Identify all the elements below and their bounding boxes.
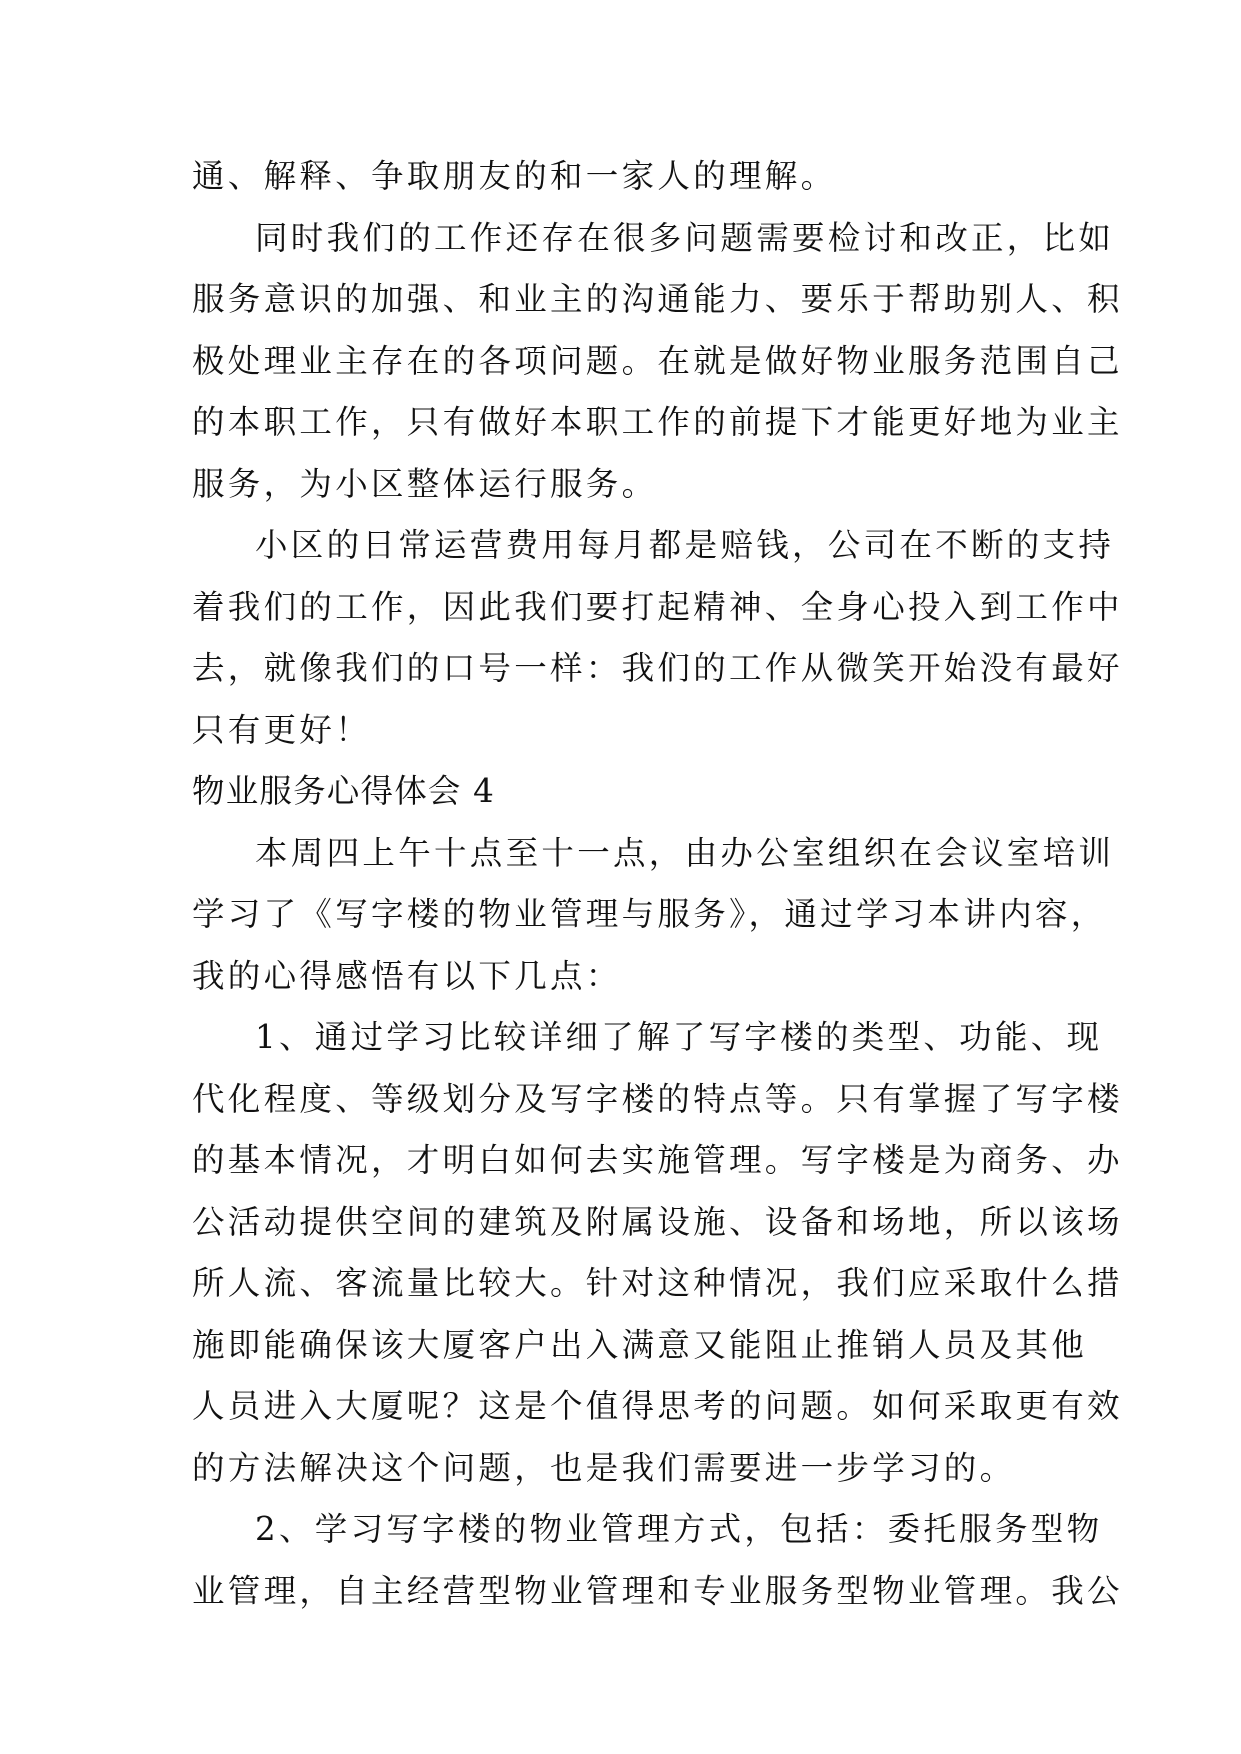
text-line: 服务意识的加强、和业主的沟通能力、要乐于帮助别人、积 [192, 280, 1123, 318]
text-line: 公活动提供空间的建筑及附属设施、设备和场地，所以该场 [192, 1202, 1123, 1241]
paragraph-start-line: 本周四上午十点至十一点，由办公室组织在会议室培训 [255, 833, 1115, 872]
text-line: 代化程度、等级划分及写字楼的特点等。只有掌握了写字楼 [192, 1079, 1123, 1118]
document-body [192, 146, 1123, 1622]
paragraph-start-line: 1、通过学习比较详细了解了写字楼的类型、功能、现 [255, 1018, 1103, 1056]
paragraph-start-line: 2、学习写字楼的物业管理方式，包括：委托服务型物 [255, 1510, 1103, 1548]
paragraph-start-line: 同时我们的工作还存在很多问题需要检讨和改正，比如 [255, 218, 1115, 257]
text-line: 着我们的工作，因此我们要打起精神、全身心投入到工作中 [192, 587, 1123, 626]
text-line: 极处理业主存在的各项问题。在就是做好物业服务范围自己 [192, 341, 1123, 380]
text-line: 所人流、客流量比较大。针对这种情况，我们应采取什么措 [192, 1264, 1123, 1302]
text-line: 的方法解决这个问题，也是我们需要进一步学习的。 [192, 1448, 1016, 1487]
text-line: 的本职工作，只有做好本职工作的前提下才能更好地为业主 [192, 403, 1123, 441]
text-line: 学习了《写字楼的物业管理与服务》，通过学习本讲内容， [192, 895, 1107, 933]
text-line: 人员进入大厦呢？这是个值得思考的问题。如何采取更有效 [192, 1387, 1123, 1425]
text-line: 去，就像我们的口号一样：我们的工作从微笑开始没有最好 [192, 649, 1123, 687]
text-line: 施即能确保该大厦客户出入满意又能阻止推销人员及其他 [192, 1325, 1088, 1364]
text-line: 业管理，自主经营型物业管理和专业服务型物业管理。我公 [192, 1571, 1123, 1610]
text-line: 通、解释、争取朋友的和一家人的理解。 [192, 157, 837, 195]
text-line: 服务，为小区整体运行服务。 [192, 464, 658, 503]
text-line: 的基本情况，才明白如何去实施管理。写字楼是为商务、办 [192, 1141, 1123, 1179]
text-line: 我的心得感悟有以下几点： [192, 956, 622, 995]
text-line: 只有更好！ [192, 710, 372, 749]
paragraph-start-line: 小区的日常运营费用每月都是赔钱，公司在不断的支持 [255, 526, 1115, 564]
section-heading: 物业服务心得体会 4 [192, 772, 496, 810]
